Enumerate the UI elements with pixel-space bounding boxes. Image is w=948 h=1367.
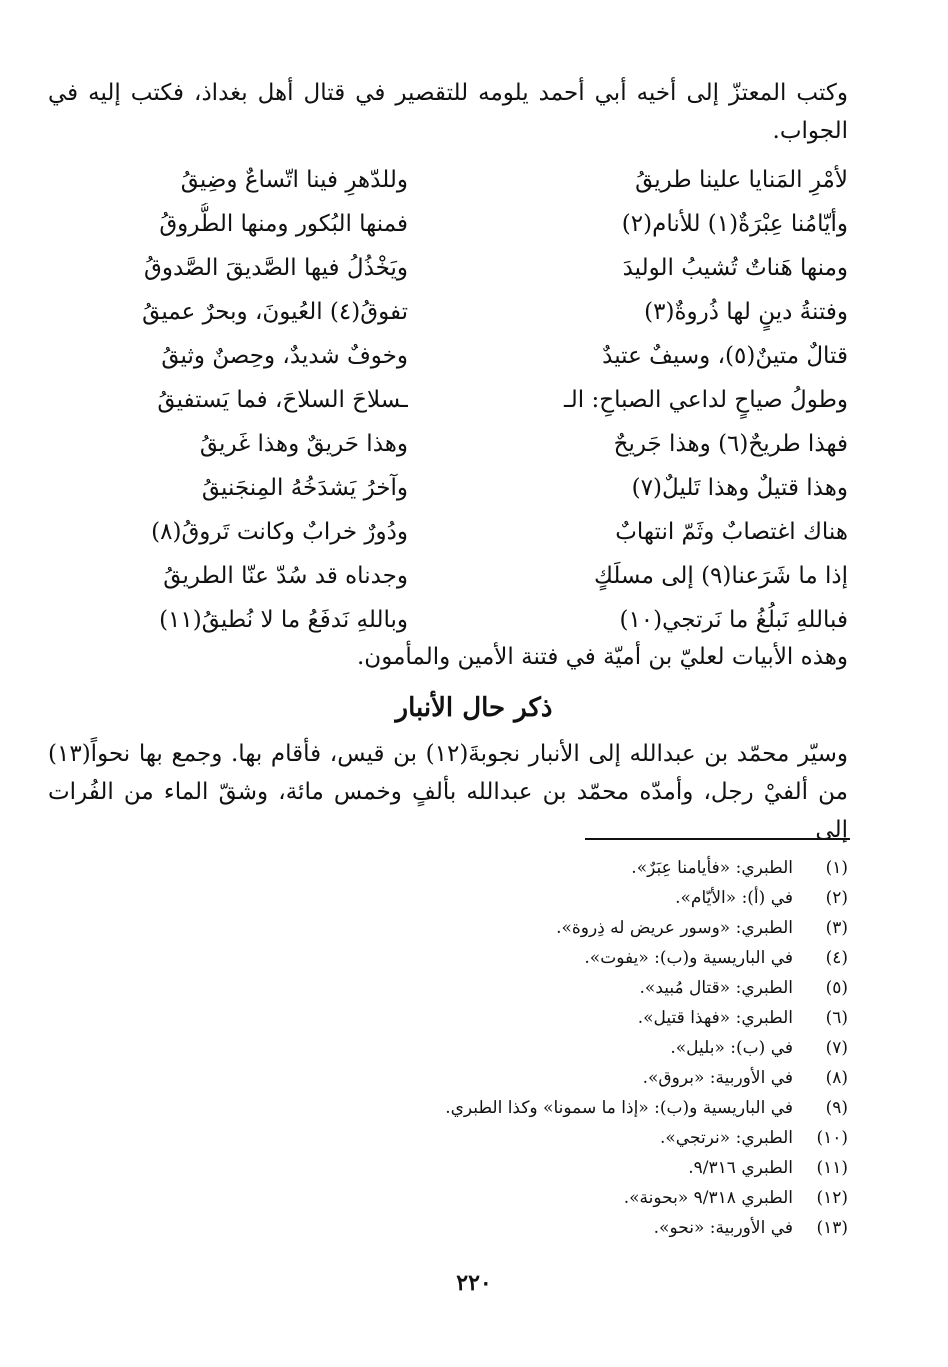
verse-second-hemistich: تفوقُ(٤) العُيونَ، وبحرٌ عميقُ <box>142 299 408 325</box>
footnote <box>288 1213 848 1243</box>
footnote <box>288 1033 848 1063</box>
verse-line <box>88 423 848 466</box>
footnote-number: (١١) <box>816 1158 848 1178</box>
footnote-text: الطبري ٩/٣١٦. <box>688 1158 793 1178</box>
verse-line <box>88 247 848 290</box>
footnote-text: الطبري: «فهذا قتيل». <box>637 1008 793 1028</box>
verse-first-hemistich: فهذا طريحٌ(٦) وهذا جَريحٌ <box>613 431 848 457</box>
verse-first-hemistich: ومنها هَناتٌ تُشيبُ الوليدَ <box>622 255 848 281</box>
footnote <box>288 853 848 883</box>
footnote-text: الطبري: «قتال مُبيد». <box>639 978 793 998</box>
footnote-text: في الباريسية و(ب): «إذا ما سمونا» وكذا الطبري. <box>445 1098 793 1118</box>
footnote-number: (٣) <box>825 918 848 938</box>
footnote-text: في الأوربية: «نحو». <box>653 1218 793 1238</box>
verse-second-hemistich: وخوفٌ شديدٌ، وحِصنٌ وثيقُ <box>161 343 408 369</box>
page-number: ٢٢٠ <box>456 1270 492 1296</box>
footnote-number: (١٢) <box>816 1188 848 1208</box>
footnote-number: (١٣) <box>816 1218 848 1238</box>
verse-second-hemistich: وللدّهرِ فينا اتّساعٌ وضِيقُ <box>180 167 408 193</box>
footnote <box>288 1123 848 1153</box>
verse-first-hemistich: هناك اغتصابٌ وثَمّ انتهابٌ <box>615 519 848 545</box>
verse-first-hemistich: قتالٌ متينٌ(٥)، وسيفٌ عتيدٌ <box>602 343 848 369</box>
footnote <box>288 1093 848 1123</box>
verse-attribution: وهذه الأبيات لعليّ بن أميّة في فتنة الأمين والمأمون. <box>357 644 848 670</box>
verse-first-hemistich: وأيّامُنا عِبْرَةٌ(١) للأنام(٢) <box>621 211 848 237</box>
section-heading: ذكر حال الأنبار <box>395 693 553 723</box>
footnote-number: (٦) <box>825 1008 848 1028</box>
footnote-number: (١٠) <box>816 1128 848 1148</box>
footnote-text: الطبري: «نرتجي». <box>660 1128 793 1148</box>
footnote <box>288 973 848 1003</box>
footnote-text: الطبري ٩/٣١٨ «بحونة». <box>623 1188 793 1208</box>
footnote <box>288 1063 848 1093</box>
verse-first-hemistich: لأمْرِ المَنايا علينا طريقُ <box>635 167 848 193</box>
footnote-text: في (أ): «الأيّام». <box>675 888 793 908</box>
footnote-number: (٥) <box>825 978 848 998</box>
verse-line <box>88 555 848 598</box>
footnote-divider <box>585 838 850 840</box>
verse-first-hemistich: وهذا قتيلٌ وهذا تَليلٌ(٧) <box>631 475 848 501</box>
footnote <box>288 1153 848 1183</box>
footnote-text: في الأوربية: «بروق». <box>642 1068 793 1088</box>
footnote <box>288 913 848 943</box>
footnote <box>288 943 848 973</box>
footnote-text: في (ب): «بليل». <box>670 1038 793 1058</box>
verse-second-hemistich: وجدناه قد سُدّ عنّا الطريقُ <box>163 563 408 589</box>
verse-first-hemistich: وفتنةُ دينٍ لها ذُروةٌ(٣) <box>644 299 848 325</box>
footnote-number: (١) <box>825 858 848 878</box>
footnote <box>288 883 848 913</box>
footnote-text: الطبري: «وسور عريض له ذِروة». <box>556 918 793 938</box>
verse-second-hemistich: ويَخْذُلُ فيها الصَّديقَ الصَّدوقُ <box>144 255 408 281</box>
footnote-number: (٧) <box>825 1038 848 1058</box>
verse-second-hemistich: وآخرُ يَشدَخُهُ المِنجَنيقُ <box>201 475 408 501</box>
verse-second-hemistich: ـسلاحَ السلاحَ، فما يَستفيقُ <box>157 387 408 413</box>
opening-paragraph: وكتب المعتزّ إلى أخيه أبي أحمد يلومه للتقصير في قتال أهل بغداذ، فكتب إليه في الجواب. <box>48 80 848 144</box>
verse-line <box>88 511 848 554</box>
verse-second-hemistich: وباللهِ نَدفَعُ ما لا نُطيقُ(١١) <box>159 607 408 633</box>
verse-line <box>88 203 848 246</box>
verse-first-hemistich: إذا ما شَرَعنا(٩) إلى مسلَكٍ <box>594 563 848 589</box>
verse-line <box>88 599 848 642</box>
verse-second-hemistich: وهذا حَريقٌ وهذا غَريقُ <box>199 431 408 457</box>
footnote-number: (٤) <box>825 948 848 968</box>
verse-line <box>88 379 848 422</box>
verse-line <box>88 291 848 334</box>
verse-line <box>88 335 848 378</box>
footnote-number: (٩) <box>825 1098 848 1118</box>
footnote-number: (٢) <box>825 888 848 908</box>
verse-line <box>88 467 848 510</box>
verse-first-hemistich: فباللهِ نَبلُغُ ما نَرتجي(١٠) <box>619 607 848 633</box>
footnote-text: الطبري: «فأيامنا عِبَرٌ». <box>631 858 793 878</box>
verse-first-hemistich: وطولُ صياحٍ لداعي الصباحِ: الـ <box>564 387 848 413</box>
verse-second-hemistich: فمنها البُكور ومنها الطُّروقُ <box>159 211 408 237</box>
section-paragraph: وسيّر محمّد بن عبدالله إلى الأنبار نجوبةَ(١٢) بن قيس، فأقام بها. وجمع بها نحواً(١٣) من ألفيْ رجل، وأمدّه محمّد بن عبدالله بألفٍ وخمس مائة، وشقّ الماء من الفُرات إلى <box>48 741 848 843</box>
footnote <box>288 1003 848 1033</box>
footnote <box>288 1183 848 1213</box>
footnote-text: في الباريسية و(ب): «يفوت». <box>584 948 793 968</box>
verse-second-hemistich: ودُورٌ خرابٌ وكانت تَروقُ(٨) <box>151 519 408 545</box>
footnote-number: (٨) <box>825 1068 848 1088</box>
verse-line <box>88 159 848 202</box>
